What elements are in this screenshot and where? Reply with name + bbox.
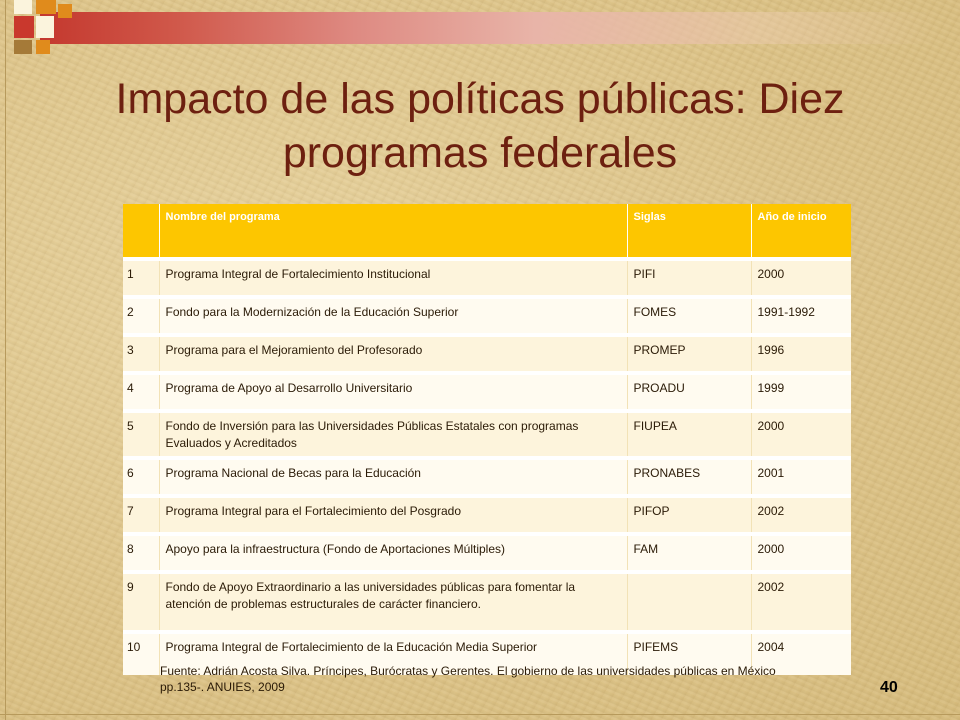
program-acronym: FIUPEA <box>627 411 751 458</box>
row-number: 6 <box>123 458 159 496</box>
decorative-gradient-bar <box>40 12 940 44</box>
header-program-name: Nombre del programa <box>159 204 627 259</box>
program-name: Programa para el Mejoramiento del Profesorado <box>159 335 627 373</box>
program-start-year: 1991-1992 <box>751 297 851 335</box>
program-start-year: 2004 <box>751 632 851 675</box>
program-start-year: 2001 <box>751 458 851 496</box>
source-citation: Fuente: Adrián Acosta Silva. Príncipes, Burócratas y Gerentes. El gobierno de las universidades públicas en México pp.135-. ANUIES, 2009 <box>160 664 776 694</box>
table-header-row <box>123 204 851 259</box>
frame-line-left <box>5 0 6 720</box>
table-row <box>123 335 851 373</box>
page-number: 40 <box>880 679 898 696</box>
decorative-square <box>36 0 56 14</box>
table-row <box>123 259 851 297</box>
frame-line-bottom <box>0 714 960 715</box>
program-start-year: 2000 <box>751 534 851 572</box>
program-name: Programa Integral para el Fortalecimiento del Posgrado <box>159 496 627 534</box>
program-start-year: 1999 <box>751 373 851 411</box>
row-number: 5 <box>123 411 159 458</box>
program-start-year: 2000 <box>751 259 851 297</box>
table-row <box>123 297 851 335</box>
program-name: Apoyo para la infraestructura (Fondo de Aportaciones Múltiples) <box>159 534 627 572</box>
header-acronym: Siglas <box>627 204 751 259</box>
table-row <box>123 458 851 496</box>
row-number: 7 <box>123 496 159 534</box>
decorative-square <box>14 0 32 14</box>
row-number: 2 <box>123 297 159 335</box>
decorative-square <box>58 4 72 18</box>
program-acronym: PROMEP <box>627 335 751 373</box>
row-number: 4 <box>123 373 159 411</box>
program-name: Programa Nacional de Becas para la Educación <box>159 458 627 496</box>
header-number <box>123 204 159 259</box>
decorative-square <box>36 16 54 38</box>
program-acronym <box>627 572 751 632</box>
row-number: 3 <box>123 335 159 373</box>
row-number: 10 <box>123 632 159 675</box>
program-acronym: PRONABES <box>627 458 751 496</box>
program-acronym: PIFOP <box>627 496 751 534</box>
table-row <box>123 496 851 534</box>
program-name: Programa de Apoyo al Desarrollo Universitario <box>159 373 627 411</box>
program-start-year: 2002 <box>751 496 851 534</box>
decorative-square <box>14 40 32 54</box>
row-number: 8 <box>123 534 159 572</box>
row-number: 1 <box>123 259 159 297</box>
decorative-square <box>14 16 34 38</box>
slide-title: Impacto de las políticas públicas: Diez programas federales <box>115 75 845 177</box>
program-start-year: 2000 <box>751 411 851 458</box>
program-start-year: 2002 <box>751 572 851 632</box>
program-name: Programa Integral de Fortalecimiento Institucional <box>159 259 627 297</box>
program-name: Programa Integral de Fortalecimiento de la Educación Media Superior <box>159 632 627 675</box>
program-acronym: FAM <box>627 534 751 572</box>
program-name: Fondo de Inversión para las Universidades Públicas Estatales con programas Evaluados y Acreditados <box>159 411 627 458</box>
table-row <box>123 572 851 632</box>
program-acronym: PIFI <box>627 259 751 297</box>
row-number: 9 <box>123 572 159 632</box>
program-start-year: 1996 <box>751 335 851 373</box>
table-row <box>123 411 851 458</box>
program-acronym: PIFEMS <box>627 632 751 675</box>
programs-table <box>123 204 851 675</box>
program-acronym: PROADU <box>627 373 751 411</box>
program-name: Fondo para la Modernización de la Educación Superior <box>159 297 627 335</box>
program-acronym: FOMES <box>627 297 751 335</box>
table-row <box>123 373 851 411</box>
table-row <box>123 534 851 572</box>
decorative-square <box>36 40 50 54</box>
header-start-year: Año de inicio <box>751 204 851 259</box>
program-name: Fondo de Apoyo Extraordinario a las universidades públicas para fomentar la atención de problemas estructurales de carácter financiero. <box>159 572 627 632</box>
